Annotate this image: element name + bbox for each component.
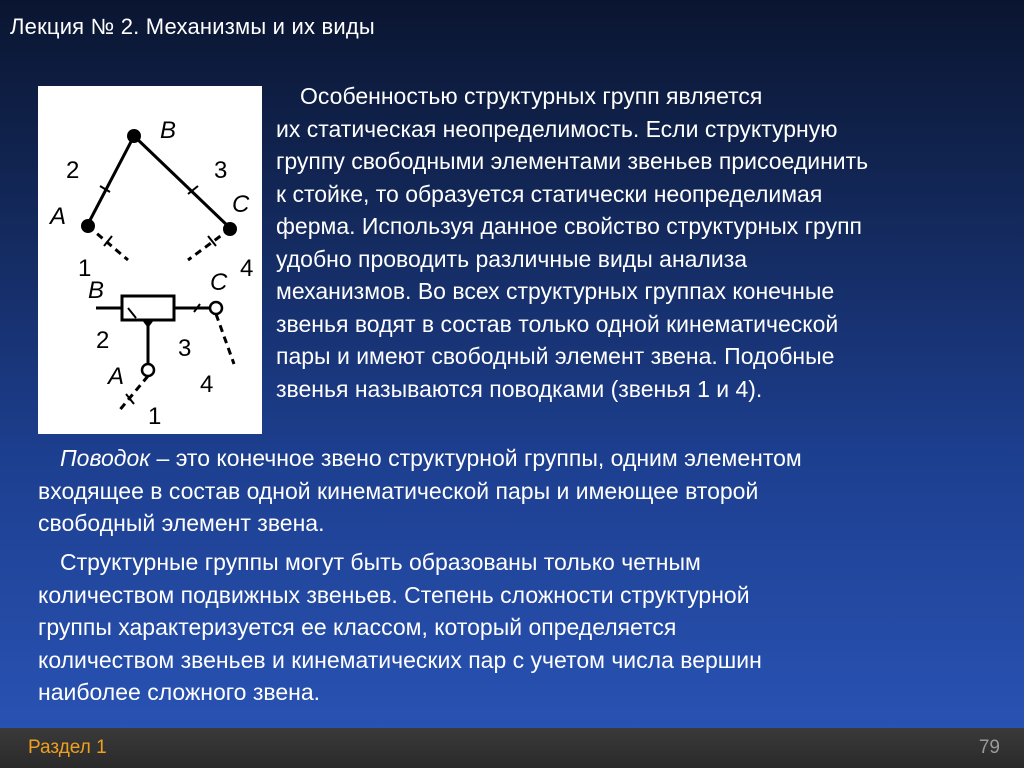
paragraph-line: входящее в состав одной кинематической пары и имеющее второй [38, 477, 759, 504]
label-c-bottom: C [210, 269, 228, 296]
paragraph-line: количеством звеньев и кинематических пар с учетом числа вершин [38, 646, 762, 673]
definition-text: – это конечное звено структурной группы, одним элементом [150, 445, 802, 471]
paragraph-line: Структурные группы могут быть образованы только четным [60, 549, 701, 575]
paragraph-line [38, 442, 1013, 475]
paragraph-line: звенья называются поводками (звенья 1 и 4). [276, 375, 763, 402]
top-structural-group [48, 117, 253, 282]
paragraph-static-indeterminacy [276, 80, 1016, 405]
label-c-top: C [232, 191, 250, 218]
label-a-bottom: A [108, 363, 125, 390]
paragraph-line: звенья водят в состав только одной кинематической [276, 310, 839, 337]
paragraph-leash-definition [38, 442, 1013, 540]
label-2-bottom: 2 [96, 327, 110, 354]
page-number: 79 [978, 737, 1000, 758]
slider-block [122, 296, 174, 320]
rod-joint [142, 320, 154, 328]
structural-group-diagram [38, 86, 262, 434]
paragraph-line: их статическая неопределимость. Если структурную [276, 115, 838, 142]
label-b-bottom: B [88, 277, 105, 304]
paragraph-line: ферма. Используя данное свойство структурных групп [276, 213, 862, 239]
link-4-leash-bottom [216, 314, 234, 364]
paragraph-line: пары и имеют свободный элемент звена. Подобные [276, 343, 835, 369]
paragraph-line: свободный элемент звена. [38, 510, 325, 536]
section-label: Раздел 1 [28, 737, 107, 758]
bottom-structural-group [88, 269, 234, 430]
paragraph-line: механизмов. Во всех структурных группах конечные [276, 278, 835, 304]
paragraph-group-class [38, 546, 1013, 709]
label-a-top: A [50, 203, 67, 230]
label-1-top: 1 [78, 255, 92, 282]
link-4-leash [188, 229, 230, 260]
label-3-top: 3 [214, 157, 228, 184]
term-leash: Поводок [60, 445, 151, 471]
joint-b [127, 129, 141, 143]
label-b-top: B [160, 117, 177, 144]
label-3-bottom: 3 [178, 335, 192, 362]
paragraph-line: количеством подвижных звеньев. Степень сложности структурной [38, 581, 750, 608]
label-1-bottom: 1 [148, 403, 162, 430]
paragraph-line: Особенностью структурных групп является [300, 83, 763, 109]
paragraph-line: удобно проводить различные виды анализа [276, 245, 748, 272]
paragraph-line: группу свободными элементами звеньев присоединить [276, 148, 869, 174]
joint-a-bottom [142, 364, 154, 376]
paragraph-line: к стойке, то образуется статически неопределимая [276, 180, 823, 207]
footer-bar [0, 728, 1024, 768]
slide-title: Лекция № 2. Механизмы и их виды [10, 14, 375, 39]
link-2-bar [88, 136, 134, 224]
label-4-top: 4 [240, 255, 254, 282]
paragraph-line: наиболее сложного звена. [38, 679, 321, 705]
diagram-svg [38, 86, 262, 434]
link-1-leash [88, 226, 128, 260]
paragraph-line: группы характеризуется ее классом, который определяется [38, 614, 677, 640]
label-2-top: 2 [66, 157, 80, 184]
joint-c-bottom [210, 302, 222, 314]
label-4-bottom: 4 [200, 371, 214, 398]
